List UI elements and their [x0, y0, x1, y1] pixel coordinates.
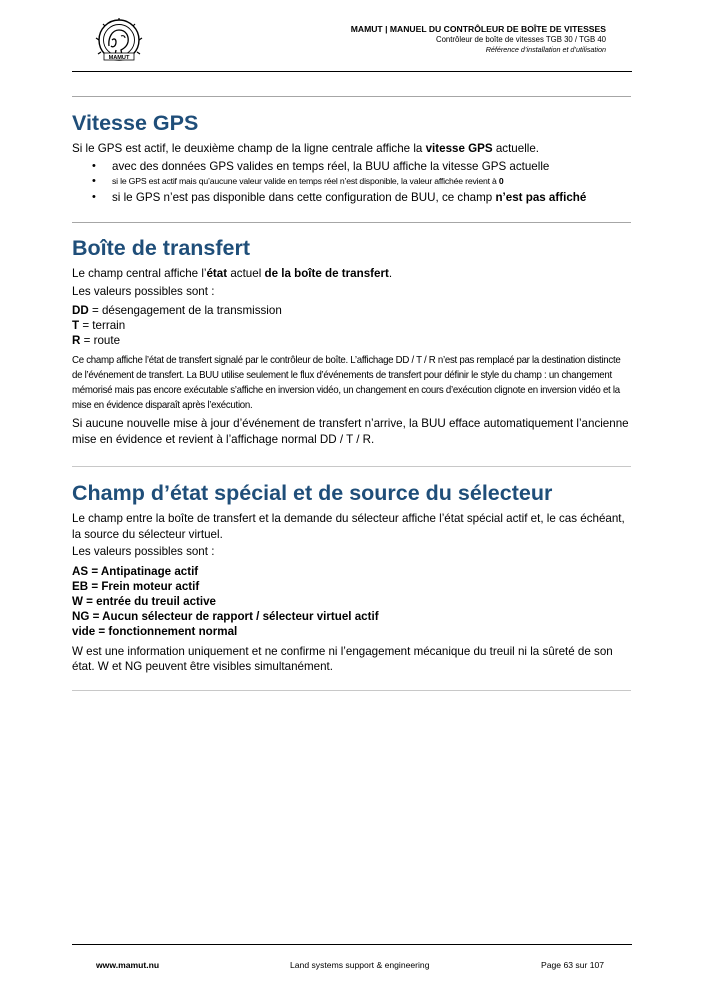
section-divider [72, 690, 631, 691]
list-item: T = terrain [72, 319, 126, 332]
section-divider [72, 466, 631, 467]
special-values-label: Les valeurs possibles sont : [72, 545, 215, 558]
list-item: AS = Antipatinage actif [72, 564, 199, 578]
footer-divider [72, 944, 632, 945]
gps-intro: Si le GPS est actif, le deuxième champ de la ligne centrale affiche la vitesse GPS actuelle. [72, 142, 540, 155]
header-reference: Référence d’installation et d’utilisation [485, 45, 606, 54]
special-closing: W est une information uniquement et ne confirme ni l’engagement mécanique du treuil ni la sûreté de son état. W et NG peuvent être visibles simultanément. [72, 644, 613, 673]
section-divider [72, 222, 631, 223]
list-item: W = entrée du treuil active [72, 594, 216, 608]
footer-tagline: Land systems support & engineering [290, 960, 430, 970]
list-item: DD = désengagement de la transmission [72, 304, 282, 317]
footer-website: www.mamut.nu [96, 960, 160, 970]
special-values-list [72, 564, 632, 639]
section-divider [72, 96, 631, 97]
header-divider [72, 71, 632, 72]
list-item: EB = Frein moteur actif [72, 579, 200, 593]
transfer-values-label: Les valeurs possibles sont : [72, 284, 215, 298]
list-item: • si le GPS n’est pas disponible dans cette configuration de BUU, ce champ n’est pas affiché [72, 190, 632, 206]
list-item: • avec des données GPS valides en temps réel, la BUU affiche la vitesse GPS actuelle [72, 159, 632, 175]
transfer-note: Ce champ affiche l’état de transfert signalé par le contrôleur de boîte. L’affichage DD / T / R n’est pas remplacé par la destination distincte de l’événement de transfert. La BUU utilise seulement le flux d’événements de transfert pour définir le style du champ : un changement mémorisé mais pas encore exécutable s’affiche en inversion vidéo, un changement en cours d’exécution clignote en inversion vidéo et la mise en évidence disparaît après l’exécution. [72, 355, 621, 411]
section-special [72, 480, 632, 675]
section-title-special: Champ d’état spécial et de source du sélecteur [72, 481, 553, 505]
special-intro: Le champ entre la boîte de transfert et la demande du sélecteur affiche l’état spécial actif et, le cas échéant, la source du sélecteur virtuel. [72, 512, 625, 541]
footer-page-number: Page 63 sur 107 [541, 960, 605, 970]
list-item: vide = fonctionnement normal [72, 624, 238, 638]
gps-bullet-list [72, 159, 632, 206]
mamut-logo-icon [95, 18, 143, 63]
transfer-closing: Si aucune nouvelle mise à jour d’événement de transfert n’arrive, la BUU efface automatiquement l’ancienne mise en évidence et revient à l’affichage normal DD / T / R. [72, 417, 629, 446]
section-title-gps: Vitesse GPS [72, 111, 199, 135]
section-gps [72, 110, 632, 205]
list-item: • si le GPS est actif mais qu’aucune valeur valide en temps réel n’est disponible, la valeur affichée revient à 0 [72, 174, 632, 190]
transfer-intro: Le champ central affiche l’état actuel de la boîte de transfert. [72, 267, 393, 280]
header-subtitle: Contrôleur de boîte de vitesses TGB 30 / TGB 40 [435, 35, 606, 44]
svg-text:MAMUT: MAMUT [108, 55, 130, 61]
list-item: NG = Aucun sélecteur de rapport / sélecteur virtuel actif [72, 609, 379, 623]
list-item: R = route [72, 334, 121, 347]
section-transfer [72, 235, 632, 447]
section-title-transfer: Boîte de transfert [72, 236, 251, 260]
running-header [351, 24, 606, 55]
transfer-values-list [72, 303, 632, 348]
header-title: MAMUT | MANUEL DU CONTRÔLEUR DE BOÎTE DE VITESSES [350, 24, 606, 34]
